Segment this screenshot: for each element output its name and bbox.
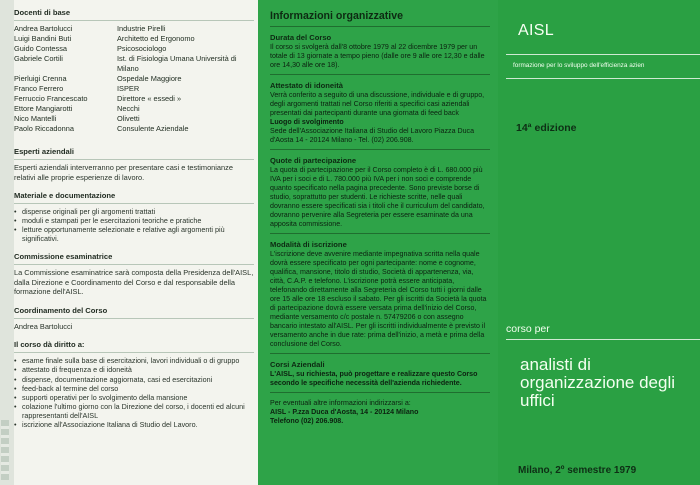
teachers-title: Docenti di base [14,8,71,17]
section-rule [270,149,490,150]
cover-rule-middle [506,339,700,340]
section-text: Verrà conferito a seguito di una discussione, individuale e di gruppo, degli argomenti trattati nel Corso riferiti a specifici casi aziendali presentati dai partecipanti durante una giornata di feed back [270,91,485,117]
list-item: • supporti operativi per lo svolgimento della mansione [14,393,254,402]
info-rule [270,26,490,27]
teacher-row [14,84,254,94]
list-item: • letture opportunamente selezionate e relative agli argomenti più significativi. [14,225,254,243]
section-title: Durata del Corso [270,33,332,42]
section-title: Modalità di iscrizione [270,240,347,249]
course-title-line: uffici [520,391,555,410]
teacher-name: Pierluigi Crenna [14,74,67,83]
section-rule [270,392,490,393]
left-edge-stripe [0,0,14,485]
materials-title: Materiale e documentazione [14,191,116,200]
list-item: • attestato di frequenza e di idoneità [14,365,254,374]
teachers-rule [14,20,254,21]
section-strong-text: L'AISL, su richiesta, può progettare e realizzare questo Corso secondo le specifiche necessità dell'azienda richiedente. [270,370,478,387]
section-rule [270,353,490,354]
commission-text: La Commissione esaminatrice sarà composta della Presidenza dell'AISL, dalla Direzione e Coordinamento del Corso e dal responsabile della formazione dell'AISL. [14,268,254,297]
teacher-row [14,94,254,104]
teacher-name: Andrea Bartolucci [14,24,73,33]
teacher-row [14,104,254,114]
section-title: Corsi Aziendali [270,360,325,369]
cover-rule-top [506,54,700,55]
teacher-affiliation: Psicosociologo [117,44,167,53]
teacher-row [14,34,254,44]
experts-text: Esperti aziendali interverranno per presentare casi e testimonianze relativi alle proprie esperienze di lavoro. [14,163,233,182]
teacher-row [14,114,254,124]
middle-panel [258,0,498,485]
tagline: formazione per lo sviluppo dell'efficienza azien [513,62,645,69]
coordination-name: Andrea Bartolucci [14,321,73,331]
list-item: • dispense originali per gli argomenti trattati [14,207,254,216]
section-rule [270,233,490,234]
teacher-affiliation: Industrie Pirelli [117,24,166,33]
teacher-name: Guido Contessa [14,44,67,53]
teacher-affiliation: Ist. di Fisiologia Umana Università di Milano [117,54,237,73]
teacher-name: Nico Mantelli [14,114,57,123]
course-per-label: corso per [506,323,550,335]
list-item: • iscrizione all'Associazione Italiana di Studio del Lavoro. [14,420,254,429]
rights-list [14,356,254,429]
section-text: La quota di partecipazione per il Corso completo è di L. 680.000 più IVA per i soci e di L. 780.000 più IVA per i non soci e comprende quanto specificato nella pagina precedente. Sono previste borse di studio, soprattutto per studenti. Le richieste scritte, nelle quali dovranno essere specificati sia i titoli che il curriculum del candidato, dovranno pervenire alla Segreteria per essere esaminate da una apposita commissione. [270,166,485,228]
teacher-affiliation: Direttore « essedi » [117,94,182,103]
course-title-line: organizzazione degli [520,373,675,392]
experts-rule [14,159,254,160]
footer-intro: Per eventuali altre informazioni indirizzarsi a: [270,399,411,407]
list-item: • dispense, documentazione aggiornata, casi ed esercitazioni [14,375,254,384]
experts-title: Esperti aziendali [14,147,74,156]
teacher-row [14,44,254,54]
commission-title: Commissione esaminatrice [14,252,113,262]
footer-phone: Telefono (02) 206.908. [270,417,344,425]
teacher-affiliation: Necchi [117,104,140,113]
section-text: Il corso si svolgerà dall'8 ottobre 1979 al 22 dicembre 1979 per un totale di 13 giornate a tempo pieno (dalle ore 9 alle ore 12,30 e dalle ore 14,30 alle ore 18). [270,43,485,69]
footer-address: AISL - P.zza Duca d'Aosta, 14 - 20124 Milano [270,408,419,416]
section-title: Quote di partecipazione [270,156,357,165]
section-text: Sede dell'Associazione Italiana di Studio del Lavoro Piazza Duca d'Aosta 14 - 20124 Milano - Tel. (02) 206.908. [270,127,475,144]
rights-rule [14,352,254,353]
teacher-affiliation: ISPER [117,84,140,93]
left-panel [0,0,258,485]
teacher-name: Luigi Bandini Buti [14,34,72,43]
list-item: • feed-back al termine del corso [14,384,254,393]
teacher-name: Paolo Riccadonna [14,124,74,133]
info-heading: Informazioni organizzative [270,10,404,22]
section-subtitle: Luogo di svolgimento [270,118,344,126]
rights-title: Il corso dà diritto a: [14,340,85,350]
list-item: • esame finale sulla base di esercitazioni, lavori individuali o di gruppo [14,356,254,365]
coordination-title: Coordinamento del Corso [14,305,108,315]
cover-rule-tagline [506,78,700,79]
teacher-row [14,54,254,74]
teacher-row [14,124,254,134]
teachers-list [14,24,254,134]
teacher-name: Franco Ferrero [14,84,64,93]
place-date: Milano, 2º semestre 1979 [518,465,637,476]
materials-list [14,207,254,243]
materials-rule [14,203,254,204]
section-text: L'iscrizione deve avvenire mediante impegnativa scritta nella quale dovrà essere specificato per ogni partecipante: nome e cognome, qualifica, mansione, titolo di studio, Società di appartenenza, via, città, C.A.P. e telefono. L'iscrizione potrà essere anticipata, telefonando direttamente alla Segreteria del Corso tutti i giorni dalle ore 15 alle ore 18 escluso il sabato. Per gli iscritti da Società la quota di partecipazione dovrà essere versata prima dell'inizio del Corso, mediante versamento c/c postale n. 57479206 o con assegno bancario intestato all'AISL. Per gli iscritti individualmente è previsto il versamento anche in due rate: prima dell'inizio, a metà e prima della conclusione del Corso. [270,250,487,348]
edition-label: 14ª edizione [516,122,577,134]
commission-rule [14,264,254,265]
teacher-row [14,24,254,34]
list-item: • moduli e stampati per le esercitazioni teoriche e pratiche [14,216,254,225]
teacher-affiliation: Ospedale Maggiore [117,74,182,83]
course-title [520,356,675,410]
teacher-affiliation: Olivetti [117,114,140,123]
teacher-name: Ettore Mangiarotti [14,104,73,113]
course-title-line: analisti di [520,355,591,374]
section-rule [270,74,490,75]
brand-logo-text: AISL [518,22,554,39]
teacher-affiliation: Consulente Aziendale [117,124,189,133]
teacher-row [14,74,254,84]
left-edge-bar [1,420,9,480]
cover-panel [498,0,700,485]
teacher-affiliation: Architetto ed Ergonomo [117,34,195,43]
section-title: Attestato di idoneità [270,81,343,90]
coordination-rule [14,318,254,319]
teacher-name: Ferruccio Francescato [14,94,88,103]
teacher-name: Gabriele Cortili [14,54,63,63]
list-item: • colazione l'ultimo giorno con la Direzione del corso, i docenti ed alcuni rappresentanti dell'AISL [14,402,254,420]
